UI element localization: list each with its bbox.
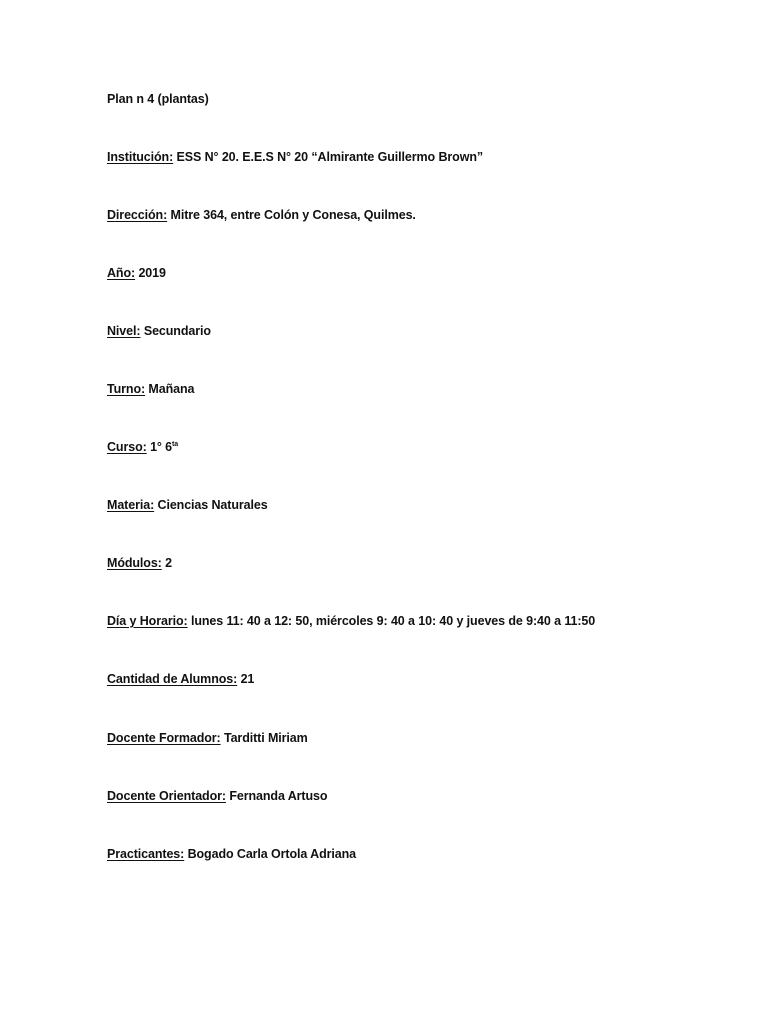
- field-curso: [107, 440, 178, 454]
- field-label: Turno:: [107, 382, 146, 396]
- field-value: Mitre 364, entre Colón y Conesa, Quilmes.: [170, 208, 416, 222]
- field-value: ESS N° 20. E.E.S N° 20 “Almirante Guillermo Brown”: [176, 150, 484, 164]
- field-label: Docente Formador:: [107, 731, 221, 745]
- field-label: Materia:: [107, 498, 155, 512]
- field-value: Bogado Carla Ortola Adriana: [187, 847, 356, 861]
- field-turno: [107, 382, 194, 396]
- field-anio: [107, 266, 166, 280]
- field-value: 2019: [138, 266, 166, 280]
- field-label: Institución:: [107, 150, 174, 164]
- field-label: Dirección:: [107, 208, 168, 222]
- field-value: Mañana: [148, 382, 195, 396]
- field-label: Nivel:: [107, 324, 141, 338]
- field-value: 2: [165, 556, 172, 570]
- field-value: Fernanda Artuso: [229, 789, 328, 803]
- field-modulos: [107, 556, 172, 570]
- field-value: Secundario: [143, 324, 211, 338]
- field-label: Curso:: [107, 440, 147, 454]
- field-practicantes: [107, 847, 356, 861]
- field-value-superscript: ta: [172, 441, 179, 448]
- field-materia: [107, 498, 268, 512]
- field-value: Ciencias Naturales: [157, 498, 268, 512]
- field-cantidad-alumnos: [107, 672, 254, 686]
- field-docente-formador: [107, 731, 308, 745]
- field-value: lunes 11: 40 a 12: 50, miércoles 9: 40 a 10: 40 y jueves de 9:40 a 11:50: [190, 614, 596, 628]
- field-dia-horario: [107, 614, 595, 628]
- field-institucion: [107, 150, 483, 164]
- field-label: Año:: [107, 266, 136, 280]
- field-label: Módulos:: [107, 556, 162, 570]
- field-value: 1° 6: [150, 440, 173, 454]
- field-label: Practicantes:: [107, 847, 185, 861]
- field-value: Tarditti Miriam: [223, 731, 308, 745]
- field-nivel: [107, 324, 211, 338]
- field-docente-orientador: [107, 789, 327, 803]
- field-label: Día y Horario:: [107, 614, 188, 628]
- document-title: Plan n 4 (plantas): [107, 92, 209, 106]
- field-label: Docente Orientador:: [107, 789, 226, 803]
- field-direccion: [107, 208, 416, 222]
- field-value: 21: [240, 672, 255, 686]
- field-label: Cantidad de Alumnos:: [107, 672, 238, 686]
